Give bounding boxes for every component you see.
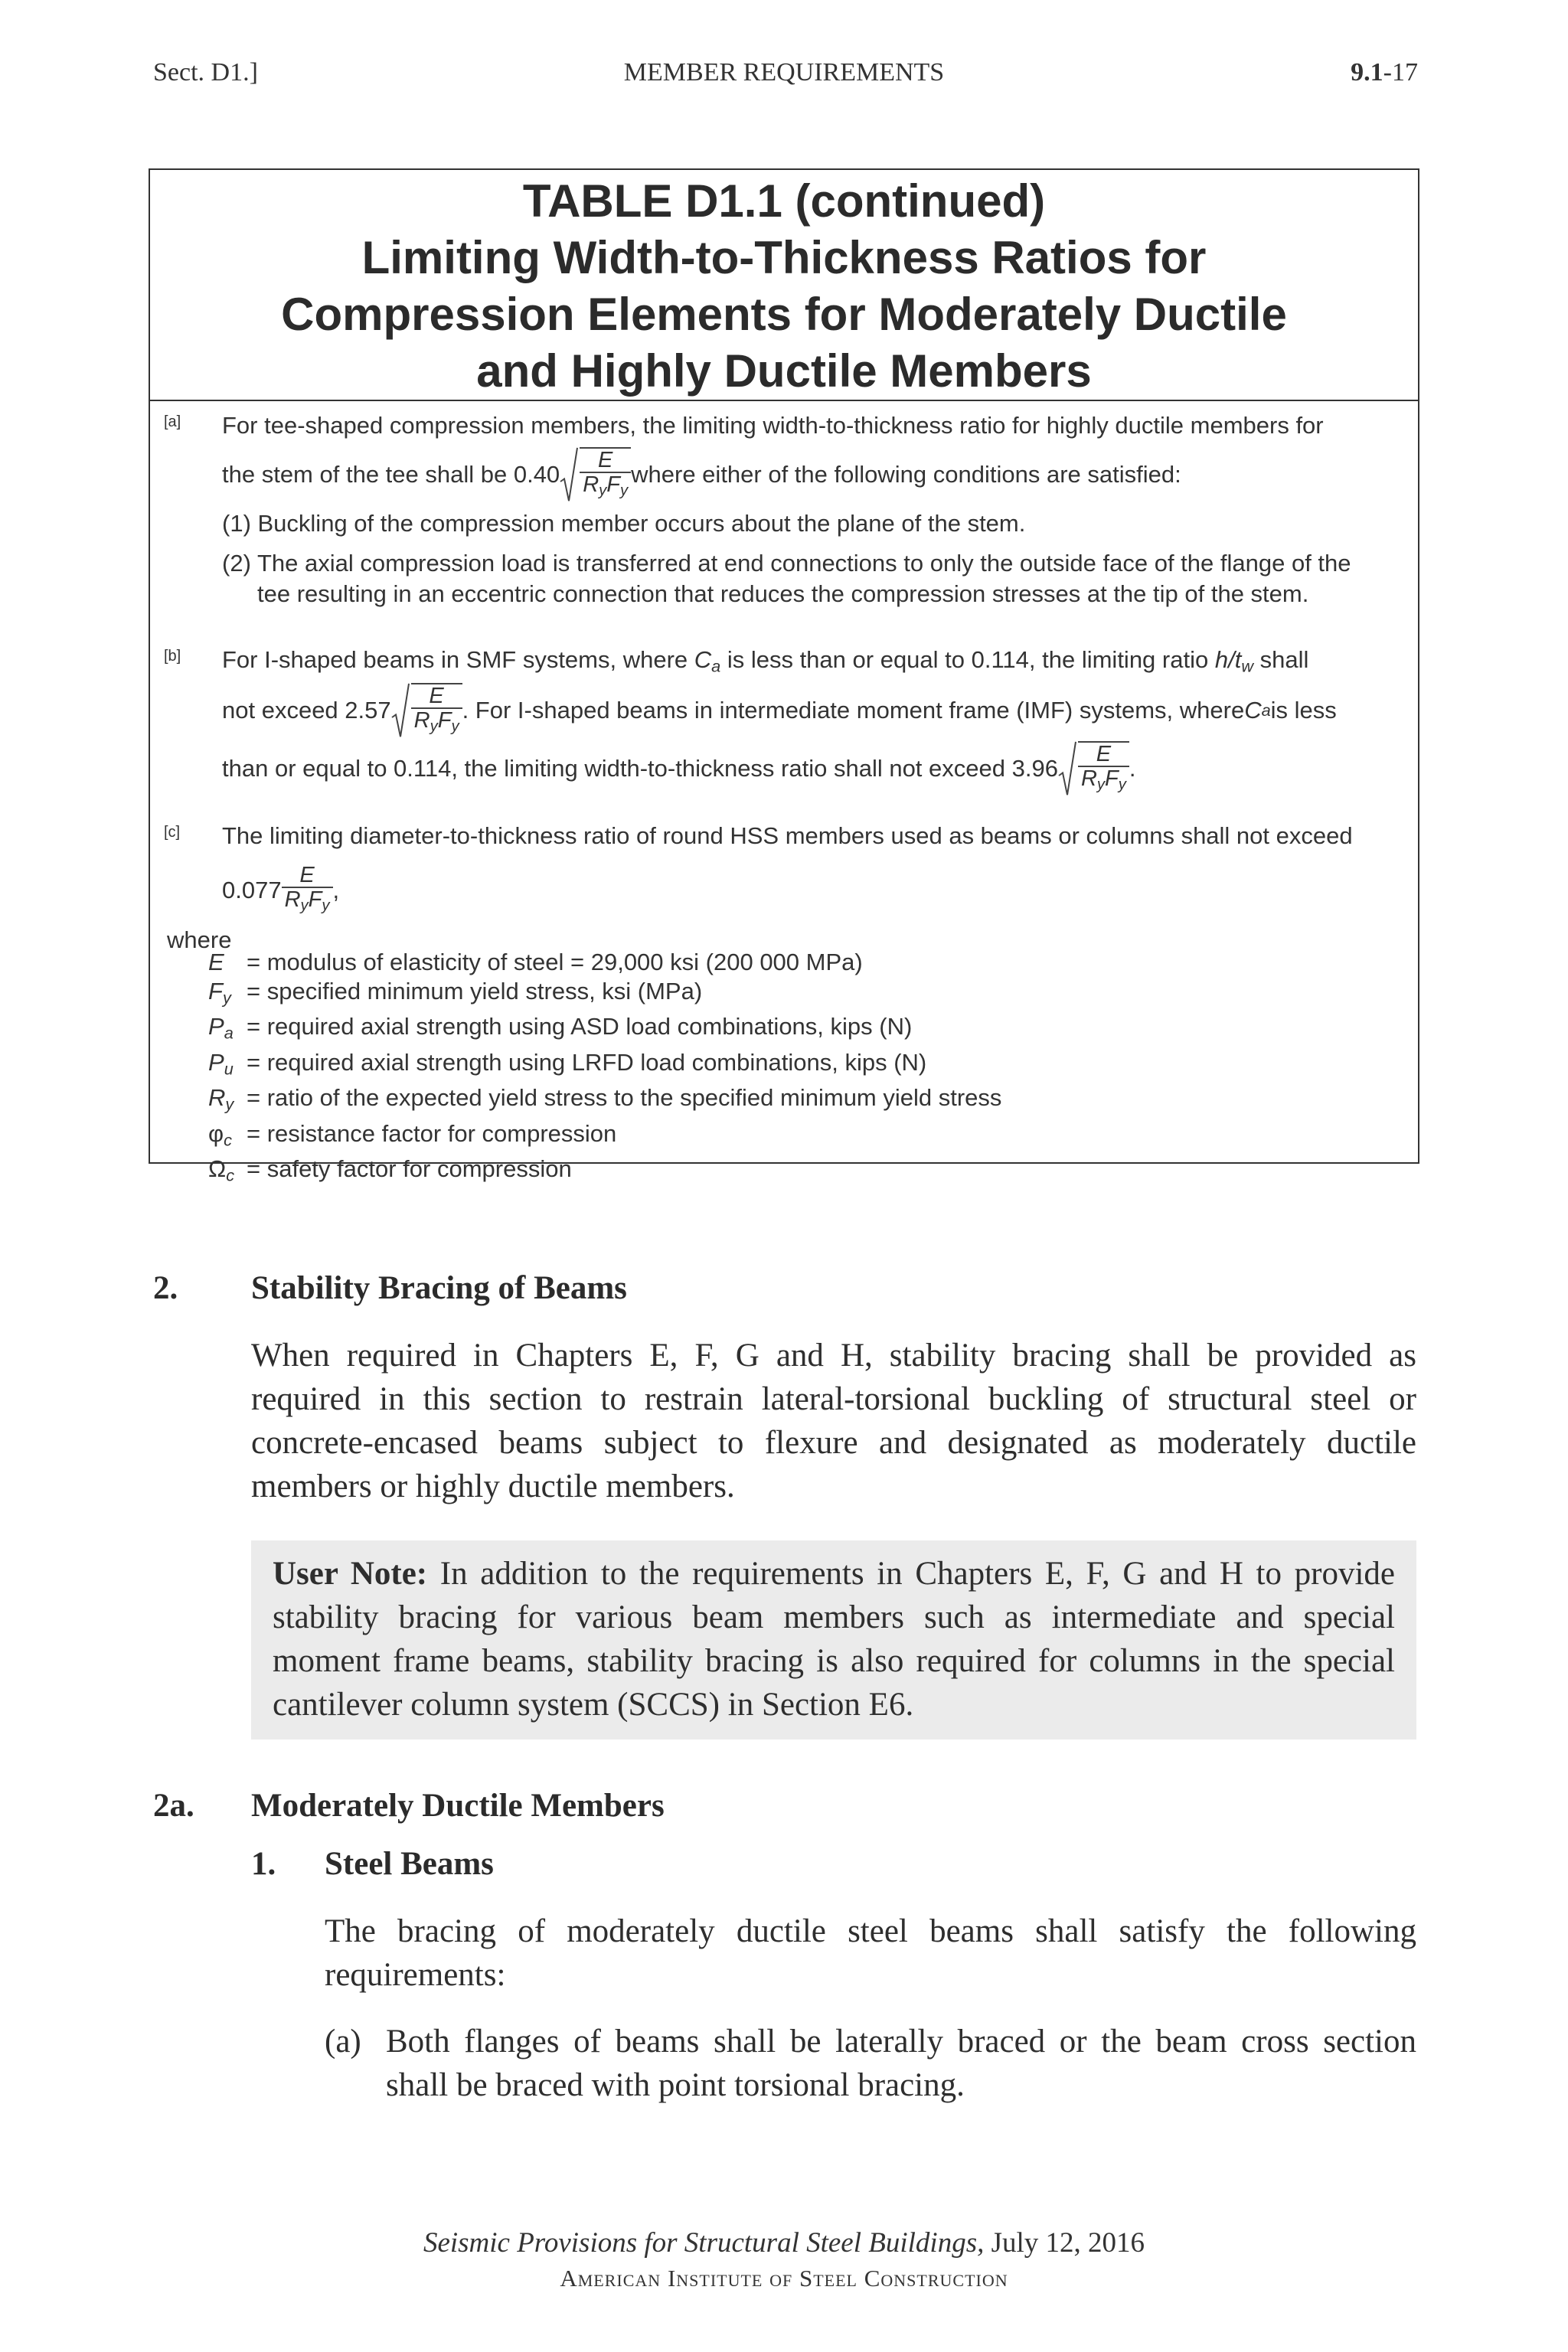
footnote-b-line-2: not exceed 2.57 $\frac{E}{R_yF_y}$ . For I-shaped beams in intermediate moment frame (IMF) systems, where C a is less xyxy=(222,674,1337,747)
footnote-a-item-1: (1) Buckling of the compression member occurs about the plane of the stem. xyxy=(222,510,1026,537)
table-title-line-4: and Highly Ductile Members xyxy=(476,345,1092,397)
section-2-title: Stability Bracing of Beams xyxy=(251,1270,627,1306)
item-a-marker: (a) xyxy=(325,2024,361,2060)
legend-item-omega-c: $\Omega_c$ = safety factor for compression xyxy=(208,1155,572,1185)
user-note-line-1: User Note: In addition to the requirements in Chapters E, F, G and H to provide xyxy=(273,1556,1395,1592)
legend-item-fy: $F_y$ = specified minimum yield stress, ksi (MPa) xyxy=(208,978,703,1008)
user-note-text xyxy=(273,1552,1395,1726)
footnote-c-line-2: 0.077 $\frac{E}{R_yF_y}$ , xyxy=(222,856,339,925)
fraction-e-over-ryfy: $\frac{E}{R_yF_y}$ xyxy=(282,864,333,917)
symbol-legend xyxy=(208,948,1001,1191)
footnote-a-line-2 xyxy=(222,436,1181,513)
item-a-line-1: Both flanges of beams shall be laterally braced or the beam cross section xyxy=(386,2024,1416,2060)
table-title-line-3: Compression Elements for Moderately Ductile xyxy=(281,289,1287,340)
legend-item-phi-c: $\varphi_c$ = resistance factor for compression xyxy=(208,1119,617,1150)
table-title xyxy=(150,173,1418,400)
item-a-line-2: shall be braced with point torsional bracing. xyxy=(386,2067,965,2103)
footnote-c-line-1: The limiting diameter-to-thickness ratio of round HSS members used as beams or columns shall not exceed xyxy=(222,822,1353,849)
legend-item-pa: $P_a$ = required axial strength using ASD load combinations, kips (N) xyxy=(208,1013,913,1043)
legend-item-e: E = modulus of elasticity of steel = 29,000 ksi (200 000 MPa) xyxy=(208,949,863,975)
footer-publication xyxy=(0,2226,1568,2259)
sqrt-e-over-ryfy-a xyxy=(560,447,631,502)
user-note-line-2: stability bracing for various beam members such as intermediate and special xyxy=(273,1599,1395,1635)
page-number-chapter: 9.1 xyxy=(1351,58,1383,87)
section-2-line-4: members or highly ductile members. xyxy=(251,1468,735,1504)
radical-sign-icon xyxy=(560,447,578,502)
section-2-line-1: When required in Chapters E, F, G and H, stability bracing shall be provided as xyxy=(251,1338,1416,1374)
footnote-a-line-2-post: where either of the following conditions are satisfied: xyxy=(631,461,1181,488)
legend-item-pu: $P_u$ = required axial strength using LRFD load combinations, kips (N) xyxy=(208,1048,927,1079)
user-note-line-4: cantilever column system (SCCS) in Section E6. xyxy=(273,1687,914,1723)
subsection-1-line-1: The bracing of moderately ductile steel beams shall satisfy the following xyxy=(325,1913,1416,1949)
footnote-a-item-2-line-2: tee resulting in an eccentric connection that reduces the compression stresses at the tip of the stem. xyxy=(257,580,1309,607)
running-header-section: Sect. D1.] xyxy=(153,58,258,87)
fraction-numerator: E xyxy=(597,447,613,472)
section-2-line-2: required in this section to restrain lateral-torsional buckling of structural steel or xyxy=(251,1381,1416,1417)
table-title-divider xyxy=(149,400,1419,401)
page-number xyxy=(1351,58,1418,87)
user-note-line-3: moment frame beams, stability bracing is also required for columns in the special xyxy=(273,1643,1395,1679)
footer-publication-date: July 12, 2016 xyxy=(984,2227,1145,2259)
footnote-a-item-2-line-1: (2) The axial compression load is transferred at end connections to only the outside face of the flange of the xyxy=(222,550,1351,577)
legend-item-ry: $R_y$ = ratio of the expected yield stress to the specified minimum yield stress xyxy=(208,1084,1002,1114)
subsection-1-paragraph xyxy=(325,1909,1416,1997)
footnote-a-line-2-pre: the stem of the tee shall be 0.40 xyxy=(222,461,560,488)
subsection-1-number: 1. xyxy=(251,1846,276,1882)
sqrt-e-over-ryfy-b1: $\frac{E}{R_yF_y}$ xyxy=(391,683,462,738)
section-2a-number: 2a. xyxy=(153,1788,194,1824)
radical-sign-icon xyxy=(1058,741,1076,796)
footnote-b-line-1: For I-shaped beams in SMF systems, where $C_a$ is less than or equal to 0.114, the limiting ratio $h/t_w$ shall xyxy=(222,646,1309,676)
section-2a-title: Moderately Ductile Members xyxy=(251,1788,665,1824)
radical-sign-icon xyxy=(391,683,410,738)
table-title-line-2: Limiting Width-to-Thickness Ratios for xyxy=(361,232,1207,283)
footnote-c-marker: [c] xyxy=(164,824,181,841)
footnote-a-line-1: For tee-shaped compression members, the limiting width-to-thickness ratio for highly ductile members for xyxy=(222,412,1324,439)
footnote-b-marker: [b] xyxy=(164,648,181,665)
legend-where: where xyxy=(167,926,232,953)
footnote-b-line-3: than or equal to 0.114, the limiting width-to-thickness ratio shall not exceed 3.96 $\frac{E}{R_yF_y}$ . xyxy=(222,732,1136,805)
page-number-page: -17 xyxy=(1383,58,1418,87)
section-2-paragraph xyxy=(251,1334,1416,1508)
footnote-a-marker: [a] xyxy=(164,413,181,430)
footer-publisher: American Institute of Steel Construction xyxy=(560,2265,1008,2292)
subsection-1-line-2: requirements: xyxy=(325,1957,506,1993)
item-a-text xyxy=(386,2020,1416,2107)
footer-publication-title: Seismic Provisions for Structural Steel Buildings, xyxy=(423,2227,985,2259)
table-title-line-1: TABLE D1.1 (continued) xyxy=(522,175,1046,227)
section-2-number: 2. xyxy=(153,1270,178,1306)
subsection-1-title: Steel Beams xyxy=(325,1846,494,1882)
fraction-denominator: $R_yF_y$ xyxy=(580,472,631,502)
section-2-line-3: concrete-encased beams subject to flexure and designated as moderately ductile xyxy=(251,1425,1416,1461)
sqrt-e-over-ryfy-b2: $\frac{E}{R_yF_y}$ xyxy=(1058,741,1129,796)
running-header-title: MEMBER REQUIREMENTS xyxy=(623,58,945,87)
user-note-label: User Note: xyxy=(273,1556,428,1592)
